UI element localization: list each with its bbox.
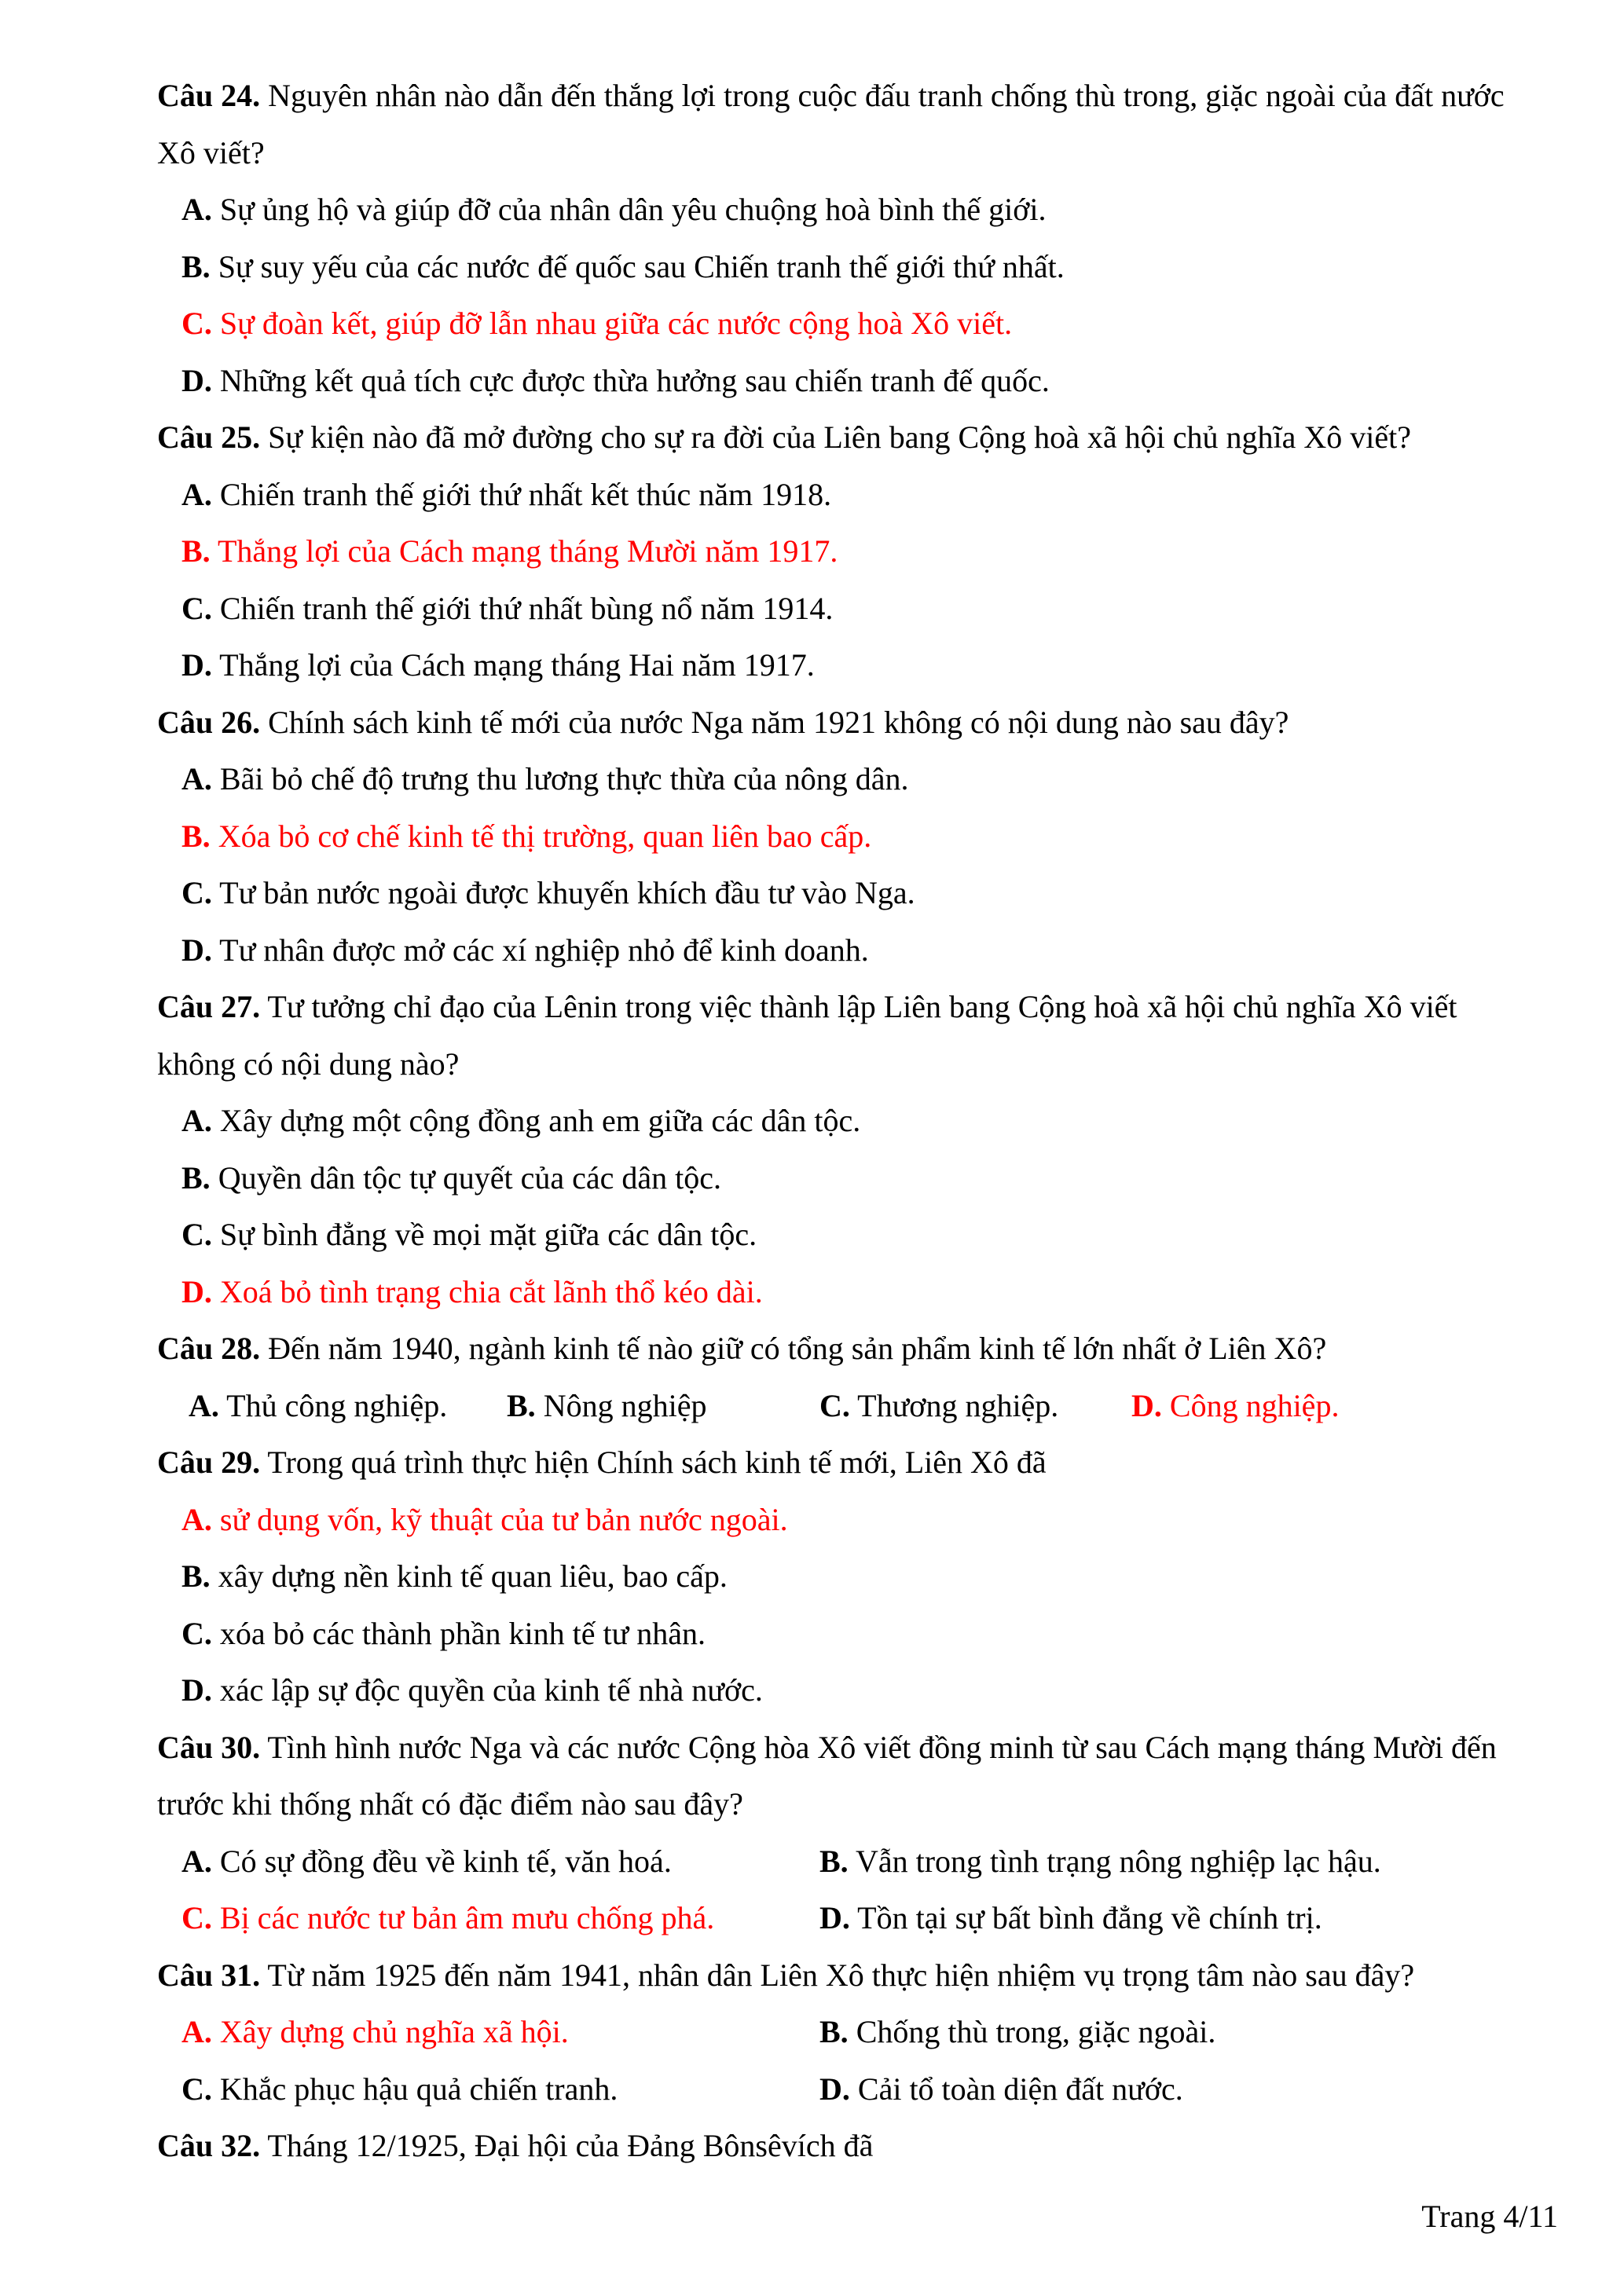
option-letter: B. <box>819 1843 849 1879</box>
option-text: Thắng lợi của Cách mạng tháng Mười năm 1917. <box>217 533 838 569</box>
question-block <box>157 1320 1528 1434</box>
answer-option <box>819 1833 1528 1891</box>
option-text: Sự suy yếu của các nước đế quốc sau Chiến tranh thế giới thứ nhất. <box>218 248 1065 284</box>
answer-options <box>157 1378 1528 1435</box>
answer-option <box>181 1606 1528 1663</box>
option-letter: A. <box>189 1387 219 1423</box>
question-number: Câu 25. <box>157 419 261 455</box>
answer-option <box>181 239 1528 296</box>
option-text: Quyền dân tộc tự quyết của các dân tộc. <box>218 1159 721 1196</box>
answer-option <box>181 865 1528 922</box>
answer-options <box>157 2004 1528 2118</box>
option-text: Thủ công nghiệp. <box>226 1387 448 1423</box>
question-stem: Trong quá trình thực hiện Chính sách kinh tế mới, Liên Xô đã <box>267 1445 1047 1480</box>
answer-options <box>157 181 1528 409</box>
option-letter: D. <box>181 1672 212 1708</box>
option-letter: C. <box>181 1900 212 1935</box>
question-text <box>157 979 1528 1093</box>
option-text: Bị các nước tư bản âm mưu chống phá. <box>219 1900 715 1935</box>
option-letter: B. <box>181 818 211 854</box>
question-text <box>157 694 1528 752</box>
question-text <box>157 1947 1528 2005</box>
option-letter: B. <box>819 2014 849 2049</box>
question-block <box>157 979 1528 1320</box>
question-stem: Từ năm 1925 đến năm 1941, nhân dân Liên Xô thực hiện nhiệm vụ trọng tâm nào sau đây? <box>267 1957 1415 1993</box>
question-number: Câu 24. <box>157 78 261 113</box>
answer-options <box>157 1492 1528 1719</box>
answer-option <box>819 1378 1131 1435</box>
question-text <box>157 2118 1528 2175</box>
answer-option-correct <box>181 1492 1528 1549</box>
answer-option <box>181 181 1528 239</box>
question-number: Câu 28. <box>157 1331 261 1366</box>
answer-option <box>181 922 1528 980</box>
answer-option-correct <box>181 2004 819 2061</box>
option-letter: A. <box>181 1103 212 1138</box>
page-number: Trang 4/11 <box>1421 2199 1558 2234</box>
answer-options <box>157 1833 1528 1947</box>
answer-option-correct <box>181 1264 1528 1321</box>
answer-option-correct <box>181 523 1528 580</box>
answer-option <box>181 580 1528 638</box>
answer-options <box>157 1093 1528 1320</box>
option-text: Thương nghiệp. <box>857 1387 1059 1423</box>
option-letter: C. <box>181 875 212 910</box>
question-stem: Tháng 12/1925, Đại hội của Đảng Bônsêvích đã <box>267 2128 874 2163</box>
question-block <box>157 409 1528 694</box>
question-block <box>157 68 1528 409</box>
answer-option <box>181 637 1528 694</box>
option-letter: B. <box>507 1387 536 1423</box>
question-stem: Chính sách kinh tế mới của nước Nga năm 1921 không có nội dung nào sau đây? <box>268 704 1289 740</box>
answer-option <box>181 1150 1528 1207</box>
option-text: Chiến tranh thế giới thứ nhất kết thúc năm 1918. <box>219 476 832 512</box>
option-text: Tồn tại sự bất bình đẳng về chính trị. <box>857 1900 1322 1935</box>
option-letter: A. <box>181 761 212 796</box>
answer-options <box>157 751 1528 979</box>
option-text: xóa bỏ các thành phần kinh tế tư nhân. <box>219 1615 706 1651</box>
question-text <box>157 1719 1528 1833</box>
option-letter: B. <box>181 533 211 569</box>
option-letter: C. <box>181 1217 212 1252</box>
option-letter: C. <box>181 2071 212 2107</box>
option-text: xác lập sự độc quyền của kinh tế nhà nước. <box>219 1672 763 1708</box>
question-number: Câu 26. <box>157 704 261 740</box>
answer-option <box>819 2061 1528 2118</box>
question-stem: Tình hình nước Nga và các nước Cộng hòa Xô viết đồng minh từ sau Cách mạng tháng Mười đến trước khi thống nhất có đặc điểm nào sau đây? <box>157 1729 1497 1822</box>
question-text <box>157 68 1528 181</box>
question-stem: Nguyên nhân nào dẫn đến thắng lợi trong cuộc đấu tranh chống thù trong, giặc ngoài của đất nước Xô viết? <box>157 78 1505 170</box>
option-text: Thắng lợi của Cách mạng tháng Hai năm 1917. <box>219 647 815 683</box>
answer-option <box>181 1548 1528 1606</box>
answer-option <box>181 353 1528 410</box>
question-number: Câu 32. <box>157 2128 261 2163</box>
answer-option-correct <box>181 295 1528 353</box>
answer-option-correct <box>181 808 1528 866</box>
answer-options <box>157 467 1528 694</box>
question-block <box>157 694 1528 980</box>
answer-option <box>181 751 1528 808</box>
answer-option <box>819 2004 1528 2061</box>
option-text: Công nghiệp. <box>1169 1387 1340 1423</box>
option-text: Xóa bỏ cơ chế kinh tế thị trường, quan liên bao cấp. <box>218 818 872 854</box>
option-text: Những kết quả tích cực được thừa hưởng sau chiến tranh đế quốc. <box>219 362 1050 398</box>
option-letter: D. <box>181 362 212 398</box>
option-text: Chiến tranh thế giới thứ nhất bùng nổ năm 1914. <box>219 590 834 626</box>
option-text: Có sự đồng đều về kinh tế, văn hoá. <box>219 1843 672 1879</box>
option-text: Khắc phục hậu quả chiến tranh. <box>219 2071 618 2107</box>
question-stem: Tư tưởng chỉ đạo của Lênin trong việc thành lập Liên bang Cộng hoà xã hội chủ nghĩa Xô viết không có nội dung nào? <box>157 989 1457 1082</box>
question-number: Câu 29. <box>157 1445 261 1480</box>
option-text: Tư nhân được mở các xí nghiệp nhỏ để kinh doanh. <box>219 932 869 968</box>
option-letter: B. <box>181 1558 211 1594</box>
option-text: Vẫn trong tình trạng nông nghiệp lạc hậu. <box>855 1843 1381 1879</box>
option-letter: D. <box>819 2071 850 2107</box>
answer-option <box>819 1890 1528 1947</box>
answer-option <box>507 1378 819 1435</box>
question-text <box>157 409 1528 467</box>
question-number: Câu 30. <box>157 1729 261 1765</box>
question-block <box>157 1434 1528 1719</box>
answer-option <box>181 1207 1528 1264</box>
answer-option <box>181 1833 819 1891</box>
option-text: Bãi bỏ chế độ trưng thu lương thực thừa của nông dân. <box>219 761 909 796</box>
option-text: Sự ủng hộ và giúp đỡ của nhân dân yêu chuộng hoà bình thế giới. <box>219 192 1047 227</box>
option-text: Xây dựng chủ nghĩa xã hội. <box>219 2014 569 2049</box>
option-letter: D. <box>181 1273 212 1309</box>
question-number: Câu 31. <box>157 1957 261 1993</box>
answer-option-correct <box>181 1890 819 1947</box>
option-text: Xoá bỏ tình trạng chia cắt lãnh thổ kéo dài. <box>219 1273 763 1309</box>
option-letter: D. <box>181 932 212 968</box>
option-text: Sự bình đẳng về mọi mặt giữa các dân tộc. <box>219 1217 757 1252</box>
question-block <box>157 1947 1528 2118</box>
option-letter: A. <box>181 2014 212 2049</box>
option-text: Sự đoàn kết, giúp đỡ lẫn nhau giữa các nước cộng hoà Xô viết. <box>219 306 1013 341</box>
option-text: sử dụng vốn, kỹ thuật của tư bản nước ngoài. <box>219 1501 788 1537</box>
option-text: xây dựng nền kinh tế quan liêu, bao cấp. <box>218 1558 728 1594</box>
option-letter: C. <box>181 306 212 341</box>
option-letter: D. <box>819 1900 850 1935</box>
question-text <box>157 1434 1528 1492</box>
option-text: Xây dựng một cộng đồng anh em giữa các dân tộc. <box>219 1103 861 1138</box>
answer-option <box>181 467 1528 524</box>
option-text: Cải tổ toàn diện đất nước. <box>857 2071 1183 2107</box>
option-text: Nông nghiệp <box>543 1387 707 1423</box>
question-number: Câu 27. <box>157 989 261 1024</box>
answer-option <box>181 1093 1528 1150</box>
answer-option <box>189 1378 507 1435</box>
option-letter: B. <box>181 248 211 284</box>
option-letter: C. <box>181 1615 212 1651</box>
option-letter: C. <box>819 1387 850 1423</box>
option-letter: A. <box>181 192 212 227</box>
option-text: Chống thù trong, giặc ngoài. <box>856 2014 1216 2049</box>
document-body <box>157 68 1528 2175</box>
question-text <box>157 1320 1528 1378</box>
option-text: Tư bản nước ngoài được khuyến khích đầu tư vào Nga. <box>219 875 915 910</box>
answer-option <box>181 2061 819 2118</box>
question-block <box>157 1719 1528 1947</box>
option-letter: D. <box>181 647 212 683</box>
question-stem: Đến năm 1940, ngành kinh tế nào giữ có tổng sản phẩm kinh tế lớn nhất ở Liên Xô? <box>268 1331 1327 1366</box>
question-stem: Sự kiện nào đã mở đường cho sự ra đời của Liên bang Cộng hoà xã hội chủ nghĩa Xô viết? <box>268 419 1411 455</box>
answer-option-correct <box>1131 1378 1528 1435</box>
question-block <box>157 2118 1528 2175</box>
option-letter: D. <box>1131 1387 1162 1423</box>
answer-option <box>181 1662 1528 1719</box>
option-letter: B. <box>181 1159 211 1196</box>
option-letter: A. <box>181 1843 212 1879</box>
option-letter: C. <box>181 590 212 626</box>
option-letter: A. <box>181 1501 212 1537</box>
option-letter: A. <box>181 476 212 512</box>
